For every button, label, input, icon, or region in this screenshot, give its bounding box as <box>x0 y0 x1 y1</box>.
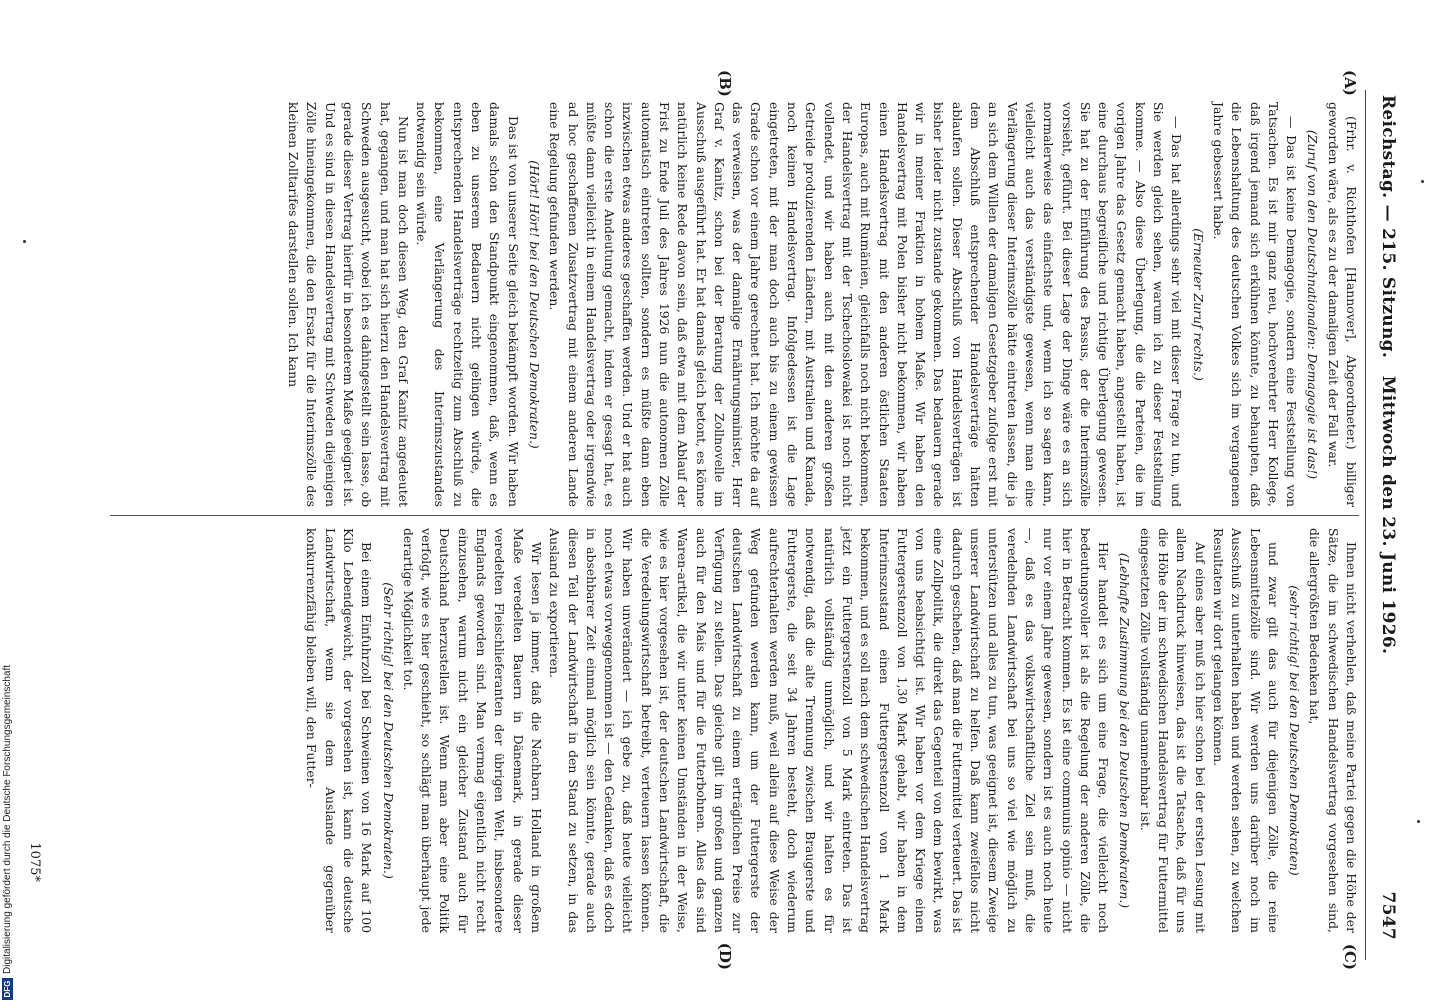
paragraph: Bei einem Einfuhrzoll bei Schweinen von 16 Mark auf 100 Kilo Lebendgewicht, der vorgesehen ist, kann die deutsche Landwirtschaft, wenn sie dem Auslande gegenüber konkurrenzfähig bleiben will, den Futter- <box>304 528 375 933</box>
stage-direction: (Sehr richtig! bei den Deutschen Demokraten.) <box>380 582 396 879</box>
paragraph: und zwar gilt das auch für diejenigen Zölle, die reine Lebensmittelzölle sind. Wir werden uns darüber noch im Ausschuß zu unterhalten haben und werden sehen, zu welchen Resultaten wir dort gelangen können. <box>1210 528 1281 933</box>
paragraph: — Das hat allerdings sehr viel mit dieser Frage zu tun, und Sie werden gleich sehen, warum ich zu dieser Feststellung komme. — Also diese Überlegung, die die Parteien, die im vorigen Jahre das Gesetz gemacht haben, angestellt haben, ist eine durchaus begreifliche und richtige Überlegung gewesen. Sie hat zu der Einführung des Passus, der die Interimszölle vorsieht, geführt. Bei dieser Lage der Dinge wäre es an sich normalerweise das einfachste und, wenn ich so sagen kann, vielleicht auch das verständigste gewesen, wenn man eine Verlängerung dieser Interimszölle hätte eintreten lassen, die ja an sich dem Willen der damaligen Gesetzgeber zufolge erst mit dem Abschluß entsprechender Handelsverträge hätten ablaufen sollen. Dieser Abschluß von Handelsverträgen ist bisher leider nicht zustande gekommen. Das bedauern gerade wir in meiner Fraktion in hohem Maße. Wir haben den Handelsvertrag mit Polen bisher nicht bekommen, wir haben einen Handelsvertrag mit den anderen östlichen Staaten Europas, auch mit Rumänien, gleichfalls noch nicht bekommen, der Handelsvertrag mit der Tschechoslowakei ist noch nicht vollendet, und wir haben auch mit den anderen großen Getreide produzierenden Ländern, mit Australien und Kanada, noch keinen Handelsvertrag. Infolgedessen ist die Lage eingetreten, mit der man doch auch bis zu einem gewissen Grade schon vor einem Jahre gerechnet hat. Ich möchte da auf das verweisen, was der damalige Ernährungsminister, Herr Graf v. Kanitz, schon bei der Beratung der Zollnovelle im Ausschuß ausgeführt hat. Er hat damals gleich betont, es könne natürlich keine Rede davon sein, daß etwa mit dem Ablauf der Frist zu Ende Juli des Jahres 1926 nun die autonomen Zölle automatisch eintreten sollten, sondern es müßte dann eben inzwischen etwas anderes geschaffen werden. Und er hat auch schon die erste Andeutung gemacht, indem er gesagt hat, es müßte dann vielleicht in einem Handelsvertrag oder irgendwie ad hoc geschaffenen Zusatzvertrag mit einem anderen Lande eine Regelung gefunden werden. <box>547 102 1185 507</box>
margin-marker-d: (D) <box>716 942 734 970</box>
scan-speck <box>23 240 26 243</box>
column-rule <box>110 515 1359 516</box>
stage-direction: (Zuruf von den Deutschnationalen: Demagogie ist das!) <box>1305 129 1321 480</box>
margin-marker-c: (C) <box>1341 943 1359 970</box>
header-rule <box>1365 90 1366 960</box>
stage-direction: (Erneuter Zuruf rechts.) <box>1190 228 1206 381</box>
stage-direction: (sehr richtig! bei den Deutschen Demokraten) <box>1287 585 1303 876</box>
margin-marker-a: (A) <box>1341 70 1359 96</box>
imprint-text: Digitalisierung gefördert durch die Deutsche Forschungsgemeinschaft <box>1 664 13 974</box>
paragraph: Das ist von unserer Seite gleich bekämpft worden. Wir haben damals schon den Standpunkt eingenommen, daß, wenn es eben zu unserem Bedauern nicht gelingen würde, die entsprechenden Handelsverträge rechtzeitig zum Abschluß zu bekommen, eine Verlängerung des Interimszustandes notwendig sein würde. <box>414 102 521 507</box>
stage-direction: (Lebhafte Zustimmung bei den Deutschen Demokraten.) <box>1117 552 1133 909</box>
paragraph: Hier handelt es sich um eine Frage, die vielleicht noch bedeutungsvoller ist als die Regelung der anderen Zölle, die hier in Betracht kommen. Es ist eine communis opinio — nicht nur vor einem Jahre gewesen, sondern ist es auch noch heute —, daß es das volkswirtschaftliche Ziel sein muß, die veredelnden Landwirtschaft bei uns so viel wie möglich zu unterstützen und alles zu tun, was geeignet ist, diesem Zweige unserer Landwirtschaft zu helfen. Daß kann zweifellos nicht dadurch geschehen, daß man die Futtermittel verteuert. Das ist eine Zollpolitik, die direkt das Gegenteil von dem bewirkt, was von uns beabsichtigt ist. Wir haben vor dem Kriege einen Futtergerstenzoll von 1,30 Mark gehabt, wir haben in dem Interimszustand einen Futtergerstenzoll von 1 Mark bekommen, und es soll nach dem schwedischen Handelsvertrag jetzt ein Futtergerstenzoll von 5 Mark eintreten. Das ist natürlich vollständig unmöglich, und wir halten es für notwendig, daß die alte Trennung zwischen Braugerste und Futtergerste, die seit 34 Jahren besteht, doch wiederum aufrechterhalten werden muß, weil allein auf diese Weise der Weg gefunden werden kann, um der Futtergerste der deutschen Landwirtschaft zu einem erträglichen Preise zur Verfügung zu stellen. Das gleiche gilt im großen und ganzen auch für den Mais und für die Futterbohnen. Alles das sind Waren-artikel, die wir unter keinen Umständen in der Weise, wie es hier vorgesehen ist, der deutschen Landwirtschaft, die die Veredelungswirtschaft betreibt, verteuern lassen können. Wir haben unverändert — ich gebe zu, daß heute vielleicht noch etwas vorweggenommen ist — den Gedanken, daß es doch in absehbarer Zeit einmal möglich sein könnte, gerade auch diesen Teil der Landwirtschaft in den Stand zu setzen, in das Ausland zu exportieren. <box>547 528 1112 933</box>
header-left: Reichstag. — 215. Sitzung. <box>1378 95 1398 359</box>
paragraph: — Das ist keine Demagogie, sondern eine Feststellung von Tatsachen. Es ist mir ganz neu, hochverehrter Herr Kollege, daß irgend jemand sich erkühnen könnte, zu behaupten, daß die Lebenshaltung des deutschen Volkes sich im vergangenen Jahre gebessert habe. <box>1210 102 1300 507</box>
paragraph: (Frhr. v. Richthofen [Hannover], Abgeordneter.) billiger geworden wäre, als es zu der damaligen Zeit der Fall war. <box>1325 102 1359 507</box>
paragraph: Ihnen nicht verhehlen, daß meine Partei gegen die Höhe der Sätze, die im schwedischen Handelsvertrag vorgesehen sind, die allergrößten Bedenken hat, <box>1307 528 1359 933</box>
dfg-imprint <box>0 0 14 1000</box>
paragraph: Auf eines aber muß ich hier schon bei der ersten Lesung mit allem Nachdruck hinweisen, das ist die Tatsache, daß für uns die Höhe der im schwedischen Handelsvertrag für Futtermittel eingesetzten Zölle vollständig unannehmbar ist. <box>1137 528 1208 933</box>
margin-marker-b: (B) <box>716 70 734 97</box>
scan-speck <box>1421 180 1424 183</box>
footer-page-mark: 1075* <box>27 842 42 882</box>
paragraph: Nun ist man doch diesen Weg, den Graf Kanitz angedeutet hat, gegangen, und man hat sich hierzu den Handelsvertrag mit Schweden ausgesucht, wobei ich es dahingestellt sein lasse, ob gerade dieser Vertrag hierfür in besonderem Maße geeignet ist. Und es sind in diesen Handelsvertrag mit Schweden diejenigen Zölle hineingekommen, die den Ersatz für die Interimszölle des kleinen Zolltarifes darstellen sollen. Ich kann <box>286 102 411 507</box>
header-date: Mittwoch den 23. Juni 1926. <box>1378 375 1398 655</box>
dfg-logo-icon: DFG <box>2 978 13 1000</box>
stage-direction: (Hört! Hört! bei den Deutschen Demokraten.) <box>526 160 542 449</box>
page-number: 7547 <box>1378 891 1398 940</box>
paragraph: Wir lesen ja immer, daß die Nachbarn Holland in großem Maße veredelten Bauern in Dänemark, in gerade dieser veredelten Fleischlieferanten der übrigen Welt, insbesondere Englands geworden sind. Man vermag eigentlich nicht recht einzusehen, warum nicht ein gleicher Zustand auch für Deutschland herzustellen ist. Wenn man aber eine Politik verfolgt, wie es hier geschieht, so schlägt man überhaupt jede derartige Möglichkeit tot. <box>400 528 544 933</box>
right-column <box>302 528 1360 933</box>
scan-speck <box>1417 820 1420 823</box>
left-column <box>284 102 1360 507</box>
